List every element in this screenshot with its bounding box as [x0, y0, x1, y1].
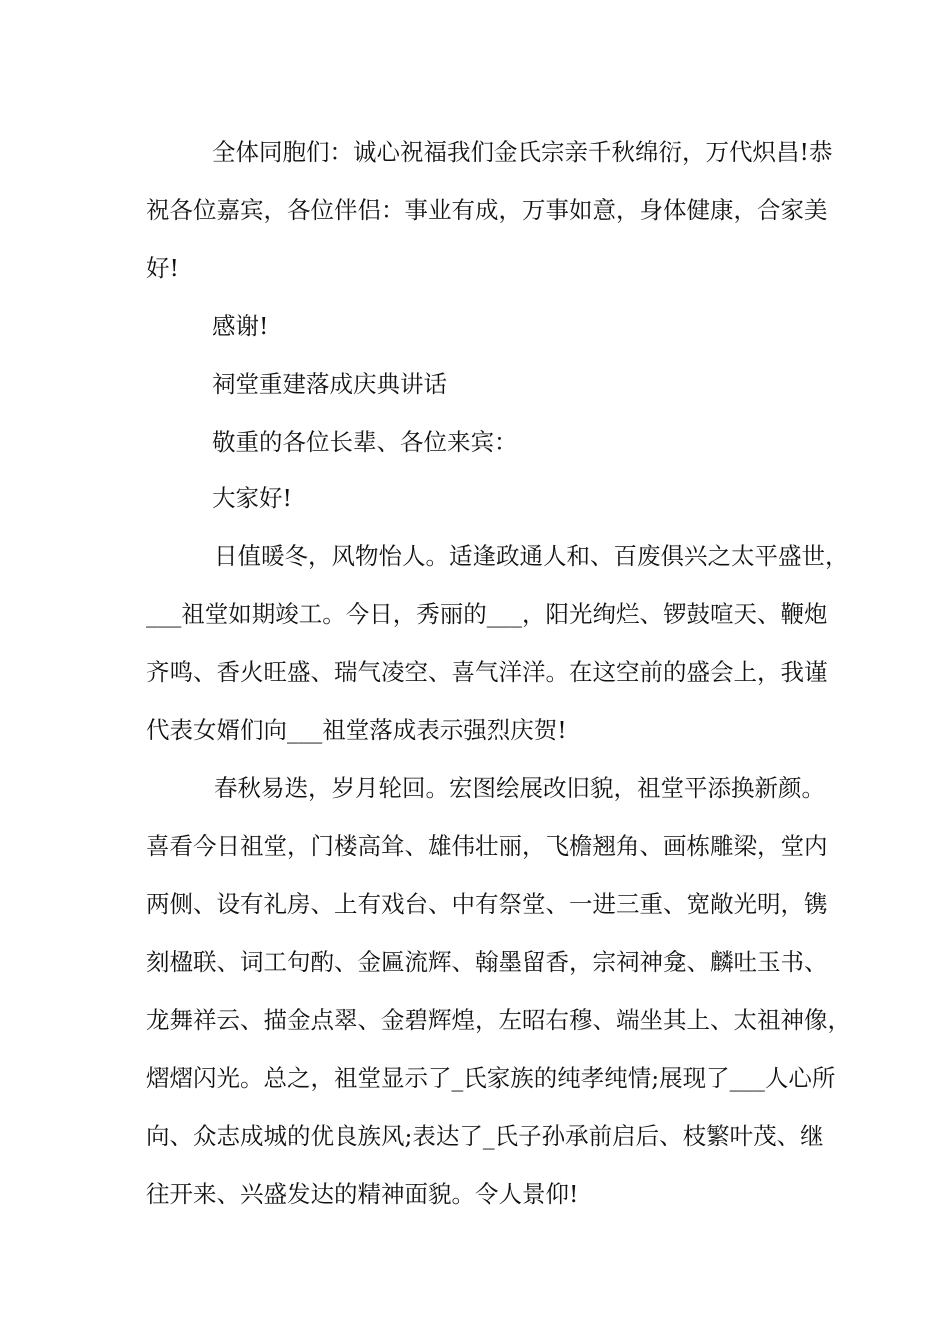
paragraph-line: ___祖堂如期竣工。今日，秀丽的___，阳光绚烂、锣鼓喧天、鞭炮 [146, 600, 828, 628]
paragraph-line: 全体同胞们：诚心祝福我们金氏宗亲千秋绵衍，万代炽昌!恭 [212, 138, 833, 166]
paragraph-line: 春秋易迭，岁月轮回。宏图绘展改旧貌，祖堂平添换新颜。 [214, 774, 825, 802]
paragraph-line: 两侧、设有礼房、上有戏台、中有祭堂、一进三重、宽敞光明，镌 [146, 890, 828, 918]
paragraph-line: 龙舞祥云、描金点翠、金碧辉煌，左昭右穆、端坐其上、太祖神像， [146, 1006, 851, 1034]
paragraph-line: 齐鸣、香火旺盛、瑞气凌空、喜气洋洋。在这空前的盛会上，我谨 [146, 658, 828, 686]
paragraph-line: 喜看今日祖堂，门楼高耸、雄伟壮丽，飞檐翘角、画栋雕梁，堂内 [146, 832, 828, 860]
paragraph-line: 日值暖冬，风物怡人。适逢政通人和、百废俱兴之太平盛世， [214, 542, 849, 570]
paragraph-line: 好! [146, 254, 179, 282]
greeting: 大家好! [212, 484, 292, 512]
paragraph-line: 感谢! [212, 312, 269, 340]
speech-title: 祠堂重建落成庆典讲话 [212, 370, 447, 398]
paragraph-line: 向、众志成城的优良族风;表达了_氏子孙承前启后、枝繁叶茂、继 [146, 1122, 824, 1150]
paragraph-line: 熠熠闪光。总之，祖堂显示了_氏家族的纯孝纯情;展现了___人心所 [146, 1064, 836, 1092]
paragraph-line: 代表女婿们向___祖堂落成表示强烈庆贺! [146, 716, 567, 744]
paragraph-line: 往开来、兴盛发达的精神面貌。令人景仰! [146, 1180, 579, 1208]
paragraph-line: 祝各位嘉宾，各位伴侣：事业有成，万事如意，身体健康，合家美 [146, 196, 828, 224]
salutation: 敬重的各位长辈、各位来宾： [212, 428, 518, 456]
paragraph-line: 刻楹联、词工句酌、金匾流辉、翰墨留香，宗祠神龛、麟吐玉书、 [146, 948, 828, 976]
